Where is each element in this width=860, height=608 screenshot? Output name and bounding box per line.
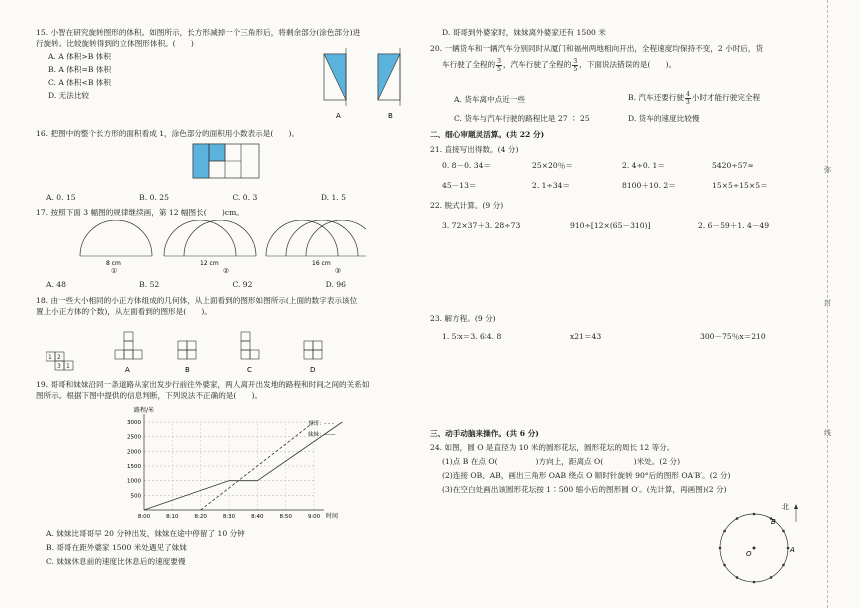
q15-option-b[interactable]: B. A 体积=B 体积 <box>48 65 112 74</box>
svg-text:3: 3 <box>57 363 61 370</box>
q19-chart <box>110 402 360 524</box>
svg-text:A: A <box>125 366 130 374</box>
svg-text:A: A <box>790 546 795 554</box>
q23-equations: 1. 5∶x＝3. 6∶4. 8 x21＝43 300－75％x＝210 <box>442 332 766 341</box>
q19-option-c[interactable]: C. 妹妹休息前的速度比休息后的速度要慢 <box>46 557 186 566</box>
svg-text:1: 1 <box>48 354 52 361</box>
q17-option-b[interactable]: B. 52 <box>139 280 160 289</box>
q20-option-c[interactable]: C. 货车与汽车行驶的路程比是 27 ∶ 25 <box>454 114 590 123</box>
q15-figure <box>316 42 416 124</box>
q15-options <box>48 52 111 104</box>
q16-options <box>46 193 346 204</box>
q16-option-c[interactable]: C. 0. 3 <box>232 193 258 202</box>
y-tick-label: 1500 <box>127 464 141 470</box>
x-axis-label: 时间 <box>326 513 339 520</box>
circle-division-point <box>770 576 773 579</box>
y-tick-label: 2500 <box>127 434 141 441</box>
x-tick-label: 8:00 <box>137 514 151 520</box>
q16-option-d[interactable]: D. 1. 5 <box>320 193 346 202</box>
circle-division-point <box>736 517 739 520</box>
q21-row-1: 0. 8－0. 34＝ 25×20％＝ 2. 4÷0. 1＝ 5420÷57≈ <box>442 161 754 170</box>
q21-row-2: 45－13＝ 2. 1÷34＝ 8100＋10. 2＝ 15×5÷15×5＝ <box>442 181 768 190</box>
q17-stem: 17. 按照下面 3 幅图的规律继续画，第 12 幅图长( )cm。 <box>36 208 244 217</box>
q24-circle-figure <box>712 498 808 594</box>
section-2-title: 二、细心审题灵活算。(共 22 分) <box>430 130 545 139</box>
q24-part-3: (3)在空白处画出该圆形花坛按 1∶500 缩小后的图形圆 O′。(先计算，再画图)(2 分) <box>442 485 727 494</box>
question-18 <box>36 296 412 317</box>
svg-text:1: 1 <box>66 363 70 370</box>
section-3-title: 三、动手动脑来操作。(共 6 分) <box>430 429 539 438</box>
q15-stem-2: 行旋转。比较旋转得到的立体图形体积。( ) <box>36 38 194 48</box>
question-19 <box>36 380 412 401</box>
q22-expressions: 3. 72×37＋3. 28÷73 910÷[12×(65－310)] 2. 6－59＋1. 4－49 <box>442 221 770 230</box>
circle-division-point <box>723 530 726 533</box>
svg-text:16 cm: 16 cm <box>312 260 331 267</box>
svg-text:B: B <box>771 518 776 526</box>
q15-option-a[interactable]: A. A 体积>B 体积 <box>48 52 111 61</box>
y-tick-label: 3000 <box>127 420 141 426</box>
x-tick-label: 8:20 <box>194 514 207 520</box>
x-tick-label: 8:30 <box>222 514 236 520</box>
q23-stem: 23. 解方程。(9 分) <box>430 314 496 323</box>
circle-division-point <box>719 547 722 550</box>
north-label: 北 <box>782 503 789 511</box>
q17-option-c[interactable]: C. 92 <box>232 280 253 289</box>
q20-option-d[interactable]: D. 货车的速度比较慢 <box>628 114 700 123</box>
svg-text:C: C <box>247 366 252 374</box>
q20-option-a[interactable]: A. 货车离中点近一些 <box>454 95 526 104</box>
q15-label-a: A <box>336 112 341 120</box>
q19-stem: 19. 哥哥和妹妹沿同一条道路从家出发步行前往外婆家，两人离开出发地的路程和时间之间的关系如 <box>36 380 370 389</box>
q24-stem: 24. 如图，圆 O 是直径为 10 米的圆形花坛，圆形花坛的周长 12 等分。 <box>430 443 675 452</box>
y-tick-label: 500 <box>130 493 141 500</box>
svg-text:O: O <box>746 550 752 558</box>
svg-text:D: D <box>310 366 316 374</box>
q15-stem: 15. 小智在研究旋转图形的体积。如图所示，长方形减掉一个三角形后，将剩余部分(涂色部分)进 <box>36 28 361 37</box>
circle-division-point <box>782 530 785 533</box>
q17-figure-numbers: ① ② ③ <box>111 267 341 275</box>
legend-brother: 哥哥：- - - <box>308 421 334 427</box>
q18-stem: 18. 由一些大小相同的小正方体组成的几何体，从上面看到的图形如图所示(上面的数字表示该位 <box>36 296 358 305</box>
q20-stem: 20. 一辆货车和一辆汽车分别同时从厦门和福州两地相向开出，全程速度均保持不变，2 小时后，货 <box>430 44 764 53</box>
x-tick-label: 8:40 <box>251 514 264 520</box>
circle-division-point <box>753 581 756 584</box>
q15-label-b: B <box>388 112 393 120</box>
legend-sister: 妹妹：—— <box>308 432 336 438</box>
q20-option-b[interactable]: B. 汽车还要行驶 4 3 小时才能行驶完全程 <box>628 91 761 106</box>
svg-text:12 cm: 12 cm <box>200 260 219 267</box>
q19-option-a[interactable]: A. 妹妹比哥哥早 20 分钟出发，妹妹在途中停留了 10 分钟 <box>46 529 245 538</box>
q19-options <box>46 529 245 571</box>
q15-option-d[interactable]: D. 无法比较 <box>48 91 90 100</box>
y-axis-label: 路程/米 <box>134 407 155 414</box>
q18-stem-2: 置上小正方体的个数)，从左面看到的图形是( )。 <box>36 306 212 316</box>
circle-division-point <box>723 564 726 567</box>
q15-option-c[interactable]: C. A 体积<B 体积 <box>48 78 111 87</box>
x-tick-label: 9:00 <box>307 514 321 520</box>
circle-division-point <box>782 564 785 567</box>
x-tick-label: 8:50 <box>279 514 292 520</box>
circle-division-point <box>787 547 790 550</box>
q19-option-b[interactable]: B. 哥哥在距外婆家 1500 米处遇见了妹妹 <box>46 543 187 552</box>
y-tick-label: 1000 <box>127 478 141 485</box>
svg-text:B: B <box>185 366 190 374</box>
q19-stem-2: 图所示。根据下图中提供的信息判断，下列说法不正确的是( )。 <box>36 390 263 400</box>
q18-figure <box>46 320 346 380</box>
circle-division-point <box>753 513 756 516</box>
q20-stem-2: 车行驶了全程的 3 5 ，汽车行驶了全程的 3 5 ，下面说法错误的是( )。 <box>442 58 677 73</box>
q24-part-1: (1)点 B 在点 O( )方向上，距离点 O( )米处。(2 分) <box>442 457 681 466</box>
q17-option-a[interactable]: A. 48 <box>46 280 66 289</box>
q17-figure <box>76 220 366 268</box>
q17-option-d[interactable]: D. 96 <box>325 280 346 289</box>
svg-text:8 cm: 8 cm <box>106 260 121 267</box>
q16-stem: 16. 把图中的整个长方形的面积看成 1，涂色部分的面积用小数表示是( )。 <box>36 129 300 138</box>
circle-division-point <box>736 576 739 579</box>
q22-stem: 22. 脱式计算。(9 分) <box>430 201 504 210</box>
q19-option-d[interactable]: D. 哥哥到外婆家时，妹妹离外婆家还有 1500 米 <box>442 28 606 37</box>
q24-part-2: (2)连接 OB、AB，画出三角形 OAB 绕点 O 顺时针旋转 90°后的图形 OA′B′。(2 分) <box>442 471 731 480</box>
q21-stem: 21. 直接写出得数。(4 分) <box>430 145 519 154</box>
y-tick-label: 2000 <box>127 449 141 456</box>
q16-option-a[interactable]: A. 0. 15 <box>46 193 76 202</box>
svg-text:2: 2 <box>57 354 61 361</box>
q16-option-b[interactable]: B. 0. 25 <box>139 193 169 202</box>
x-tick-label: 8:10 <box>166 514 179 520</box>
q16-figure <box>192 143 262 181</box>
q17-options <box>46 280 346 291</box>
